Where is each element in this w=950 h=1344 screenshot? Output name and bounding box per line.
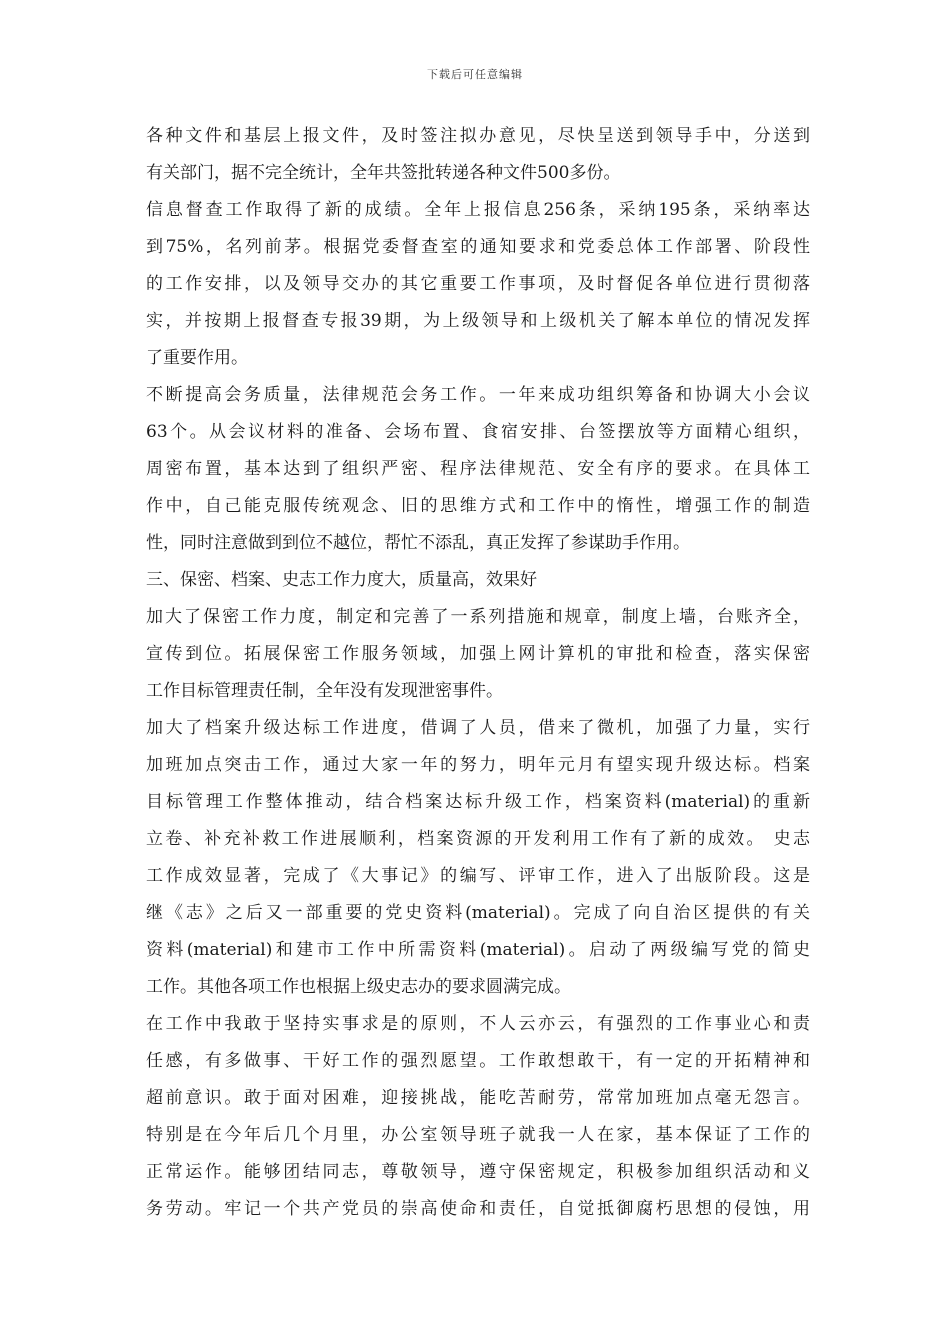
text-line: 加大了档案升级达标工作进度，借调了人员，借来了微机，加强了力量，实行 (146, 718, 810, 738)
text-line: 加班加点突击工作，通过大家一年的努力，明年元月有望实现升级达标。档案 (146, 755, 810, 775)
text-line: 63个。从会议材料的准备、会场布置、食宿安排、台签摆放等方面精心组织， (146, 422, 810, 442)
text-line: 信息督查工作取得了新的成绩。全年上报信息256条，采纳195条，采纳率达 (146, 200, 810, 220)
text-line: 目标管理工作整体推动，结合档案达标升级工作，档案资料(material)的重新 (146, 792, 810, 812)
text-line: 有关部门，据不完全统计，全年共签批转递各种文件500多份。 (146, 163, 621, 183)
text-line: 不断提高会务质量，法律规范会务工作。一年来成功组织筹备和协调大小会议 (146, 385, 810, 405)
text-line: 特别是在今年后几个月里，办公室领导班子就我一人在家，基本保证了工作的 (146, 1125, 810, 1145)
text-line: 加大了保密工作力度，制定和完善了一系列措施和规章，制度上墙，台账齐全， (146, 607, 810, 627)
text-line: 各种文件和基层上报文件，及时签注拟办意见，尽快呈送到领导手中，分送到 (146, 126, 810, 146)
text-line: 宣传到位。拓展保密工作服务领域，加强上网计算机的审批和检查，落实保密 (146, 644, 810, 664)
text-line: 继《志》之后又一部重要的党史资料(material)。完成了向自治区提供的有关 (146, 903, 810, 923)
text-line: 超前意识。敢于面对困难，迎接挑战，能吃苦耐劳，常常加班加点毫无怨言。 (146, 1088, 810, 1108)
text-line: 作中，自己能克服传统观念、旧的思维方式和工作中的惰性，增强工作的制造 (146, 496, 810, 516)
text-line: 立卷、补充补救工作进展顺利，档案资源的开发利用工作有了新的成效。 史志 (146, 829, 810, 849)
text-line: 性，同时注意做到到位不越位，帮忙不添乱，真正发挥了参谋助手作用。 (146, 533, 690, 553)
text-line: 资料(material)和建市工作中所需资料(material)。启动了两级编写党的简史 (146, 940, 810, 960)
header-note: 下载后可任意编辑 (427, 68, 523, 81)
text-line: 工作。其他各项工作也根据上级史志办的要求圆满完成。 (146, 977, 571, 997)
text-line: 工作成效显著，完成了《大事记》的编写、评审工作，进入了出版阶段。这是 (146, 866, 810, 886)
text-line: 实，并按期上报督查专报39期，为上级领导和上级机关了解本单位的情况发挥 (146, 311, 810, 331)
text-line: 务劳动。牢记一个共产党员的崇高使命和责任，自觉抵御腐朽思想的侵蚀，用 (146, 1199, 810, 1219)
text-line: 周密布置，基本达到了组织严密、程序法律规范、安全有序的要求。在具体工 (146, 459, 810, 479)
text-line: 工作目标管理责任制，全年没有发现泄密事件。 (146, 681, 503, 701)
text-line: 到75%，名列前茅。根据党委督查室的通知要求和党委总体工作部署、阶段性 (146, 237, 810, 257)
document-body (146, 118, 810, 1228)
text-line: 三、保密、档案、史志工作力度大，质量高，效果好 (146, 570, 537, 590)
text-line: 任感，有多做事、干好工作的强烈愿望。工作敢想敢干，有一定的开拓精神和 (146, 1051, 810, 1071)
text-line: 在工作中我敢于坚持实事求是的原则，不人云亦云，有强烈的工作事业心和责 (146, 1014, 810, 1034)
text-line: 正常运作。能够团结同志，尊敬领导，遵守保密规定，积极参加组织活动和义 (146, 1162, 810, 1182)
text-line: 了重要作用。 (146, 348, 248, 368)
text-line: 的工作安排，以及领导交办的其它重要工作事项，及时督促各单位进行贯彻落 (146, 274, 810, 294)
